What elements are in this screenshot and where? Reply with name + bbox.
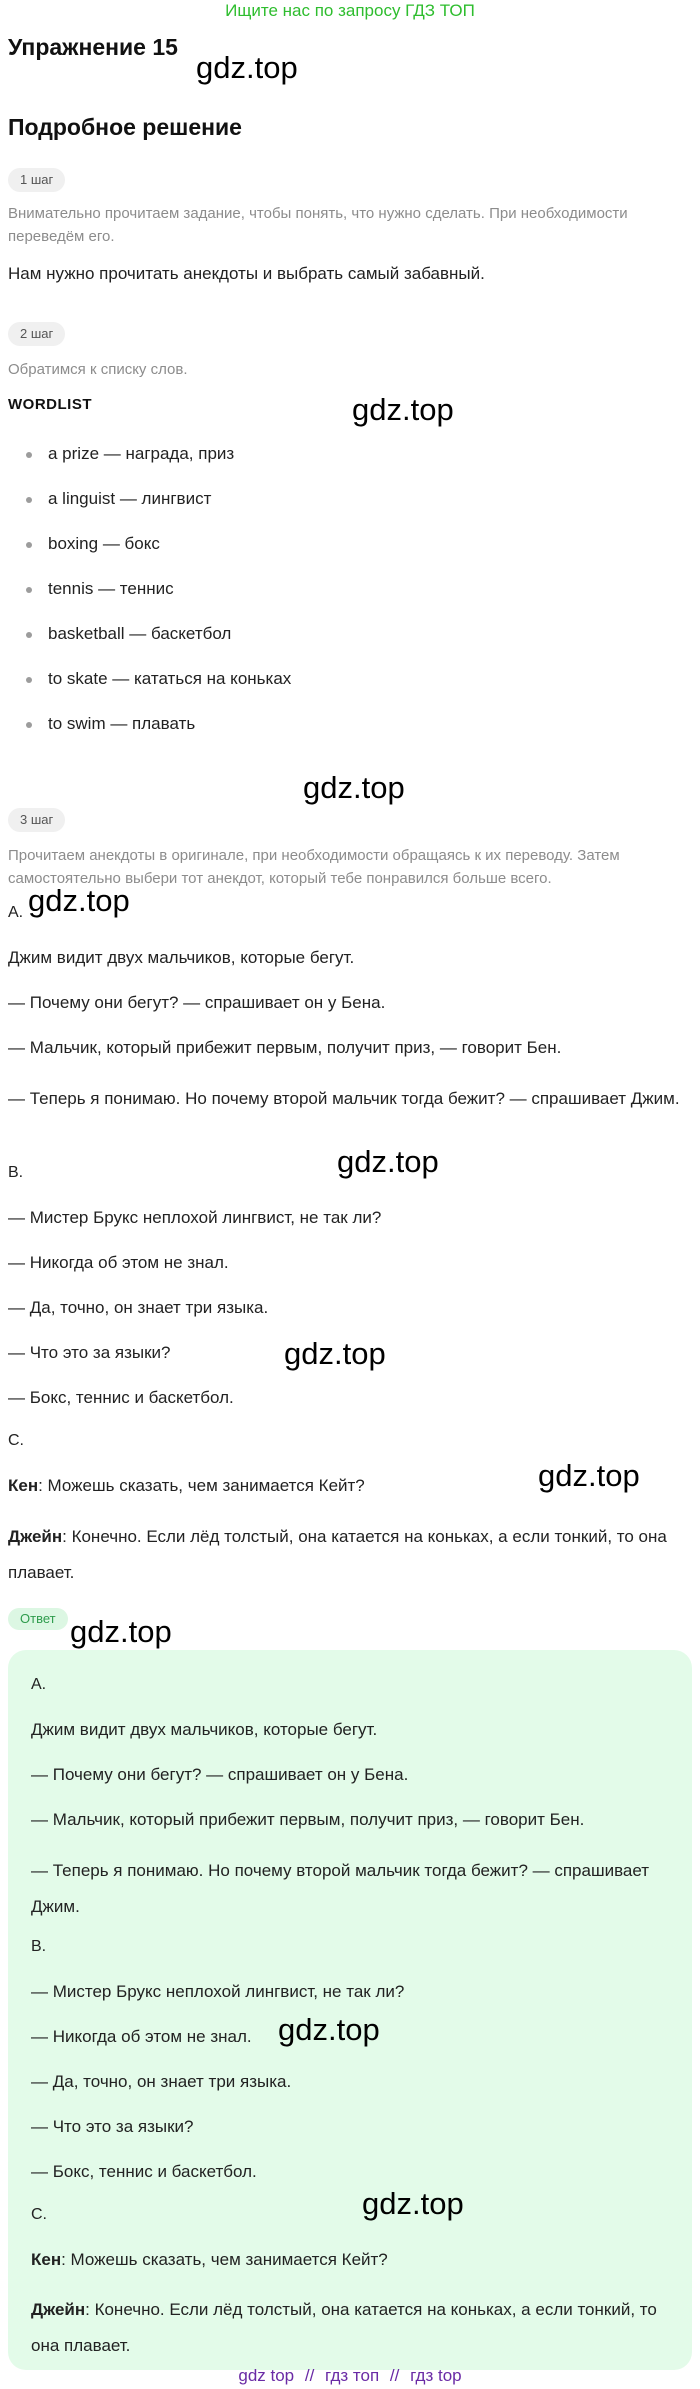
list-item: a prize — награда, приз (0, 440, 700, 485)
footer-link-gdz-top[interactable]: gdz top (238, 2366, 295, 2385)
story-b-label: B. (8, 1164, 24, 1181)
watermark: gdz.top (362, 2186, 464, 2221)
answer-a-line-3: — Мальчик, который прибежит первым, получит приз, — говорит Бен. (31, 1810, 585, 1829)
story-b-line-4: — Что это за языки? (8, 1343, 171, 1362)
speaker-name: Джейн (31, 2300, 86, 2319)
answer-b-line-4: — Что это за языки? (31, 2117, 194, 2136)
search-banner[interactable]: Ищите нас по запросу ГДЗ ТОП (225, 1, 475, 20)
watermark: gdz.top (28, 883, 130, 918)
speaker-name: Кен (31, 2250, 62, 2269)
list-item: a linguist — лингвист (0, 485, 700, 530)
footer-link-gdz-top-ru[interactable]: гдз топ (325, 2366, 380, 2385)
list-item: to skate — кататься на коньках (0, 665, 700, 710)
watermark: gdz.top (352, 392, 454, 427)
step-2-note: Обратимся к списку слов. (8, 361, 188, 378)
watermark: gdz.top (538, 1458, 640, 1493)
story-a-line-2: — Почему они бегут? — спрашивает он у Бена. (8, 993, 386, 1012)
story-a-label: A. (8, 904, 24, 921)
step-1-chip: 1 шаг (8, 168, 65, 192)
watermark: gdz.top (284, 1336, 386, 1371)
list-item: tennis — теннис (0, 575, 700, 620)
story-a-line-4: — Теперь я понимаю. Но почему второй мальчик тогда бежит? — спрашивает Джим. (8, 1089, 680, 1108)
story-b-line-2: — Никогда об этом не знал. (8, 1253, 229, 1272)
watermark: gdz.top (303, 770, 405, 805)
story-c-jane: Джейн: Конечно. Если лёд толстый, она катается на коньках, а если тонкий, то она плавает. (8, 1527, 667, 1582)
watermark: gdz.top (337, 1144, 439, 1179)
answer-chip: Ответ (8, 1608, 68, 1630)
answer-b-line-5: — Бокс, теннис и баскетбол. (31, 2162, 257, 2181)
story-c-ken: Кен: Можешь сказать, чем занимается Кейт? (8, 1476, 365, 1495)
answer-a-label: A. (31, 1676, 47, 1693)
step-2-chip: 2 шаг (8, 322, 65, 346)
list-item: to swim — плавать (0, 710, 700, 755)
wordlist-title: WORDLIST (8, 396, 92, 413)
solution-heading: Подробное решение (8, 114, 242, 140)
story-a-line-1: Джим видит двух мальчиков, которые бегут. (8, 948, 355, 967)
answer-a-line-4: — Теперь я понимаю. Но почему второй мальчик тогда бежит? — спрашивает Джим. (31, 1861, 650, 1916)
answer-b-line-1: — Мистер Брукс неплохой лингвист, не так ли? (31, 1982, 405, 2001)
footer-links (0, 2362, 700, 2389)
answer-b-line-3: — Да, точно, он знает три языка. (31, 2072, 292, 2091)
story-c-label: C. (8, 1432, 24, 1449)
speaker-name: Кен (8, 1476, 39, 1495)
step-3-note: Прочитаем анекдоты в оригинале, при необходимости обращаясь к их переводу. Затем самостоятельно выбери тот анекдот, который тебе понравился больше всего. (8, 847, 620, 887)
story-b-line-5: — Бокс, теннис и баскетбол. (8, 1388, 234, 1407)
watermark: gdz.top (278, 2012, 380, 2047)
answer-c-label: C. (31, 2206, 47, 2223)
speaker-name: Джейн (8, 1527, 63, 1546)
answer-b-line-2: — Никогда об этом не знал. (31, 2027, 252, 2046)
list-item: boxing — бокс (0, 530, 700, 575)
step-1-note: Внимательно прочитаем задание, чтобы понять, что нужно сделать. При необходимости переведём его. (8, 205, 628, 245)
watermark: gdz.top (70, 1614, 172, 1649)
separator: // (389, 2366, 400, 2385)
step-3-chip: 3 шаг (8, 808, 65, 832)
separator: // (304, 2366, 315, 2385)
answer-c-jane: Джейн: Конечно. Если лёд толстый, она катается на коньках, а если тонкий, то она плавает. (31, 2300, 657, 2355)
story-b-line-1: — Мистер Брукс неплохой лингвист, не так ли? (8, 1208, 382, 1227)
page-title: Упражнение 15 (8, 34, 178, 60)
story-b-line-3: — Да, точно, он знает три языка. (8, 1298, 269, 1317)
watermark: gdz.top (196, 50, 298, 85)
step-1-text: Нам нужно прочитать анекдоты и выбрать самый забавный. (8, 264, 485, 283)
story-a-line-3: — Мальчик, который прибежит первым, получит приз, — говорит Бен. (8, 1038, 562, 1057)
answer-box (8, 1650, 692, 2370)
footer-link-gdz-top-mixed[interactable]: гдз top (410, 2366, 462, 2385)
answer-c-ken: Кен: Можешь сказать, чем занимается Кейт? (31, 2250, 388, 2269)
list-item: basketball — баскетбол (0, 620, 700, 665)
answer-a-line-2: — Почему они бегут? — спрашивает он у Бена. (31, 1765, 409, 1784)
wordlist (0, 440, 700, 755)
answer-b-label: B. (31, 1938, 47, 1955)
answer-a-line-1: Джим видит двух мальчиков, которые бегут. (31, 1720, 378, 1739)
